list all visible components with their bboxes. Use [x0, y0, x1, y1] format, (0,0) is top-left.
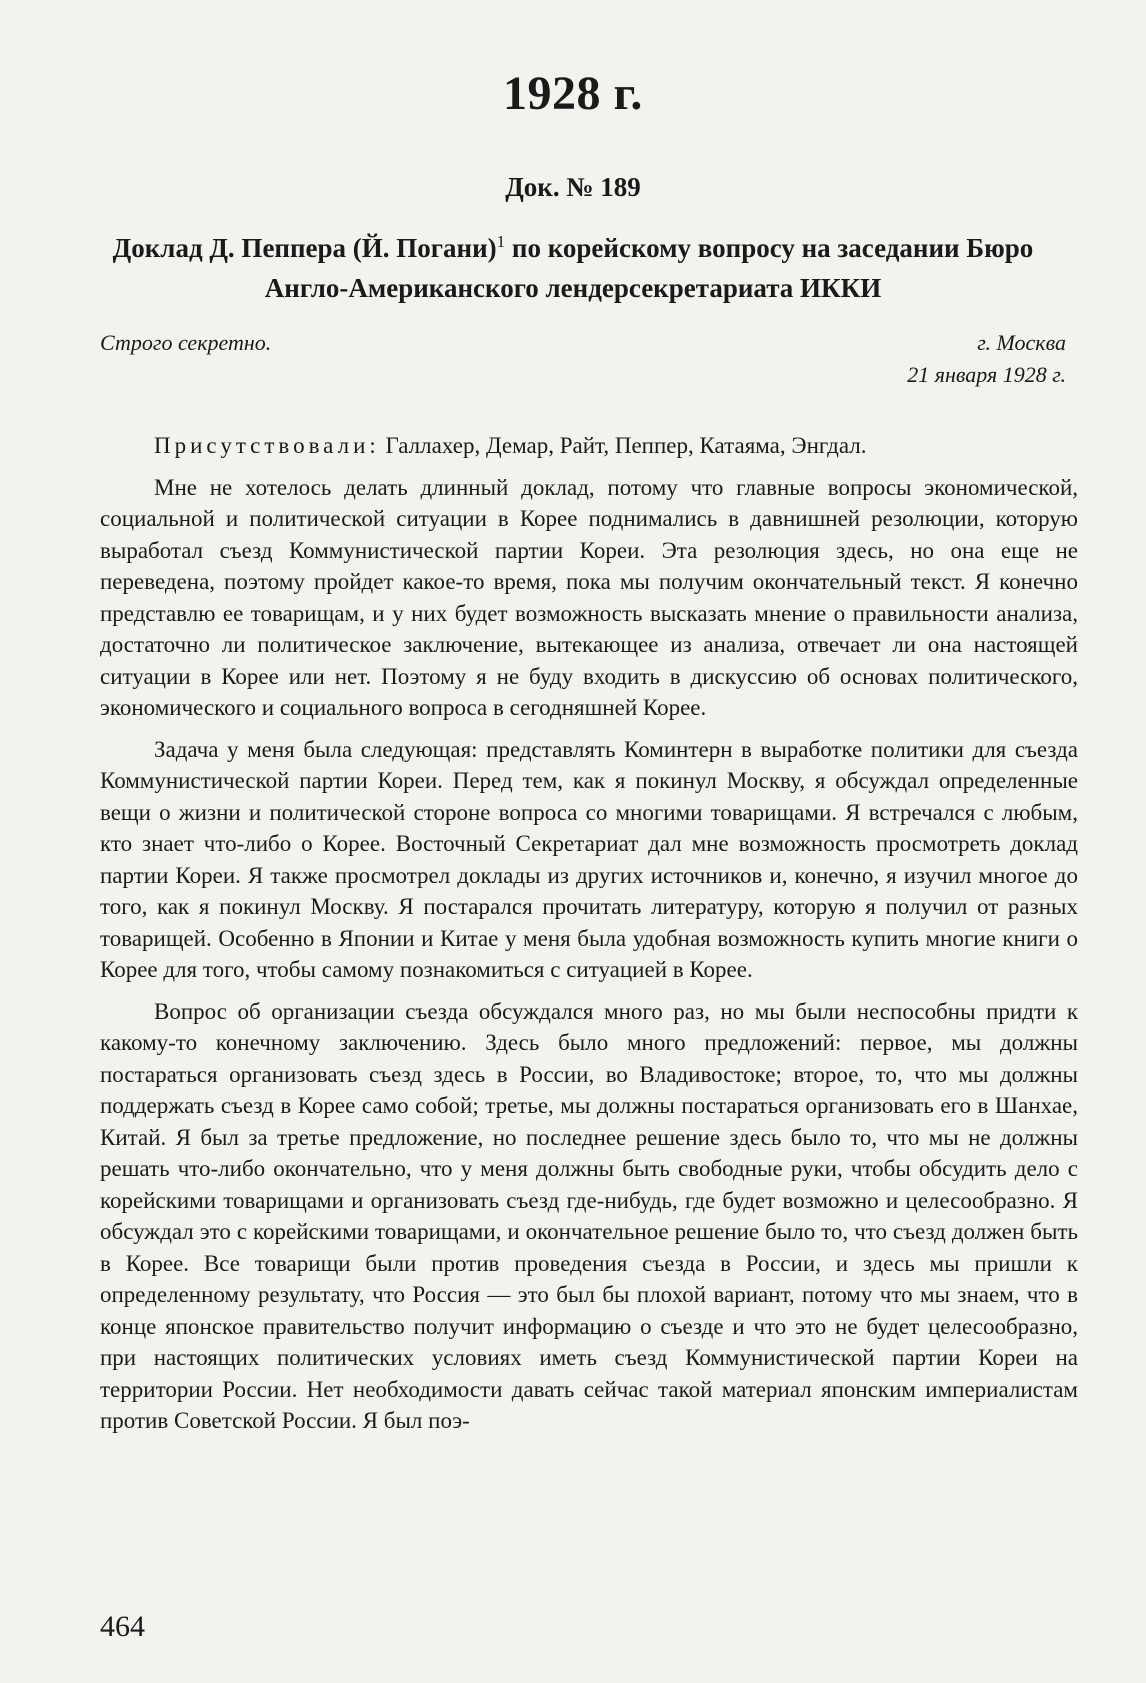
document-title: [80, 228, 1066, 308]
attendees-paragraph: [100, 430, 1078, 462]
document-number: Док. № 189: [505, 172, 641, 202]
attendees-label: Присутствовали:: [154, 433, 380, 458]
place-label: г. Москва: [977, 330, 1066, 355]
body-paragraph-3: Вопрос об организации съезда обсуждался много раз, но мы были неспособны придти к какому-то конечному заключению. Здесь было много предложений: первое, мы должны постараться организовать съезд здесь в России, во Владивостоке; второе, то, что мы должны поддержать съезд в Корее само собой; третье, мы должны постараться организовать его в Шанхае, Китай. Я был за третье предложение, но последнее решение здесь было то, что мы не должны решать что-либо окончательно, что у меня должны быть свободные руки, чтобы обсудить дело с корейскими товарищами и организовать съезд где-нибудь, где будет возможно и целесообразно. Я обсуждал это с корейскими товарищами, и окончательное решение было то, что съезд должен быть в Корее. Все товарищи были против проведения съезда в России, и здесь мы пришли к определенному результату, что Россия — это был бы плохой вариант, потому что мы знаем, что в конце японское правительство получит информацию о съезде и что это не будет целесообразно, при настоящих политических условиях иметь съезд Коммунистической партии Кореи на территории России. Нет необходимости давать сейчас такой материал японским империалистам против Советской России. Я был поэ-: [100, 998, 1078, 1433]
body-paragraph-1: Мне не хотелось делать длинный доклад, потому что главные вопросы экономической, социальной и политической ситуации в Корее поднимались в давнишней резолюции, которую выработал съезд Коммунистической партии Кореи. Эта резолюция здесь, но она еще не переведена, поэтому пройдет какое-то время, пока мы получим окончательный текст. Я конечно представлю ее товарищам, и у них будет возможность высказать мнение о правильности анализа, достаточно ли политическое заключение, вытекающее из анализа, отвечает ли она настоящей ситуации в Корее или нет. Поэтому я не буду входить в дискуссию об основах политического, экономического и социального вопроса в сегодняшней Корее.: [100, 474, 1078, 720]
attendees-list: Галлахер, Демар, Райт, Пеппер, Катаяма, Энгдал.: [379, 433, 867, 458]
document-body: [100, 430, 1078, 1447]
document-title-part1: Доклад Д. Пеппера (Й. Погани): [112, 233, 497, 263]
page-number: 464: [100, 1610, 145, 1643]
classification-label: Строго секретно.: [100, 330, 272, 355]
footnote-marker: 1: [496, 232, 506, 251]
body-paragraph-2: Задача у меня была следующая: представлять Коминтерн в выработке политики для съезда Коммунистической партии Кореи. Перед тем, как я покинул Москву, я обсуждал определенные вещи о жизни и политической стороне вопроса со многими товарищами. Я встречался с любым, кто знает что-либо о Корее. Восточный Секретариат дал мне возможность просмотреть доклад партии Кореи. Я также просмотрел доклады из других источников и, конечно, я изучил многое до того, как я покинул Москву. Я постарался прочитать литературу, которую я получил от разных товарищей. Особенно в Японии и Китае у меня была удобная возможность купить многие книги о Корее для того, чтобы самому познакомиться с ситуацией в Корее.: [100, 736, 1078, 982]
year-heading: 1928 г.: [503, 67, 643, 120]
date-label: 21 января 1928 г.: [907, 362, 1066, 387]
document-title-part2: по корейскому вопросу на заседании Бюро Англо-Американского лендерсекретариата ИККИ: [264, 233, 1034, 303]
